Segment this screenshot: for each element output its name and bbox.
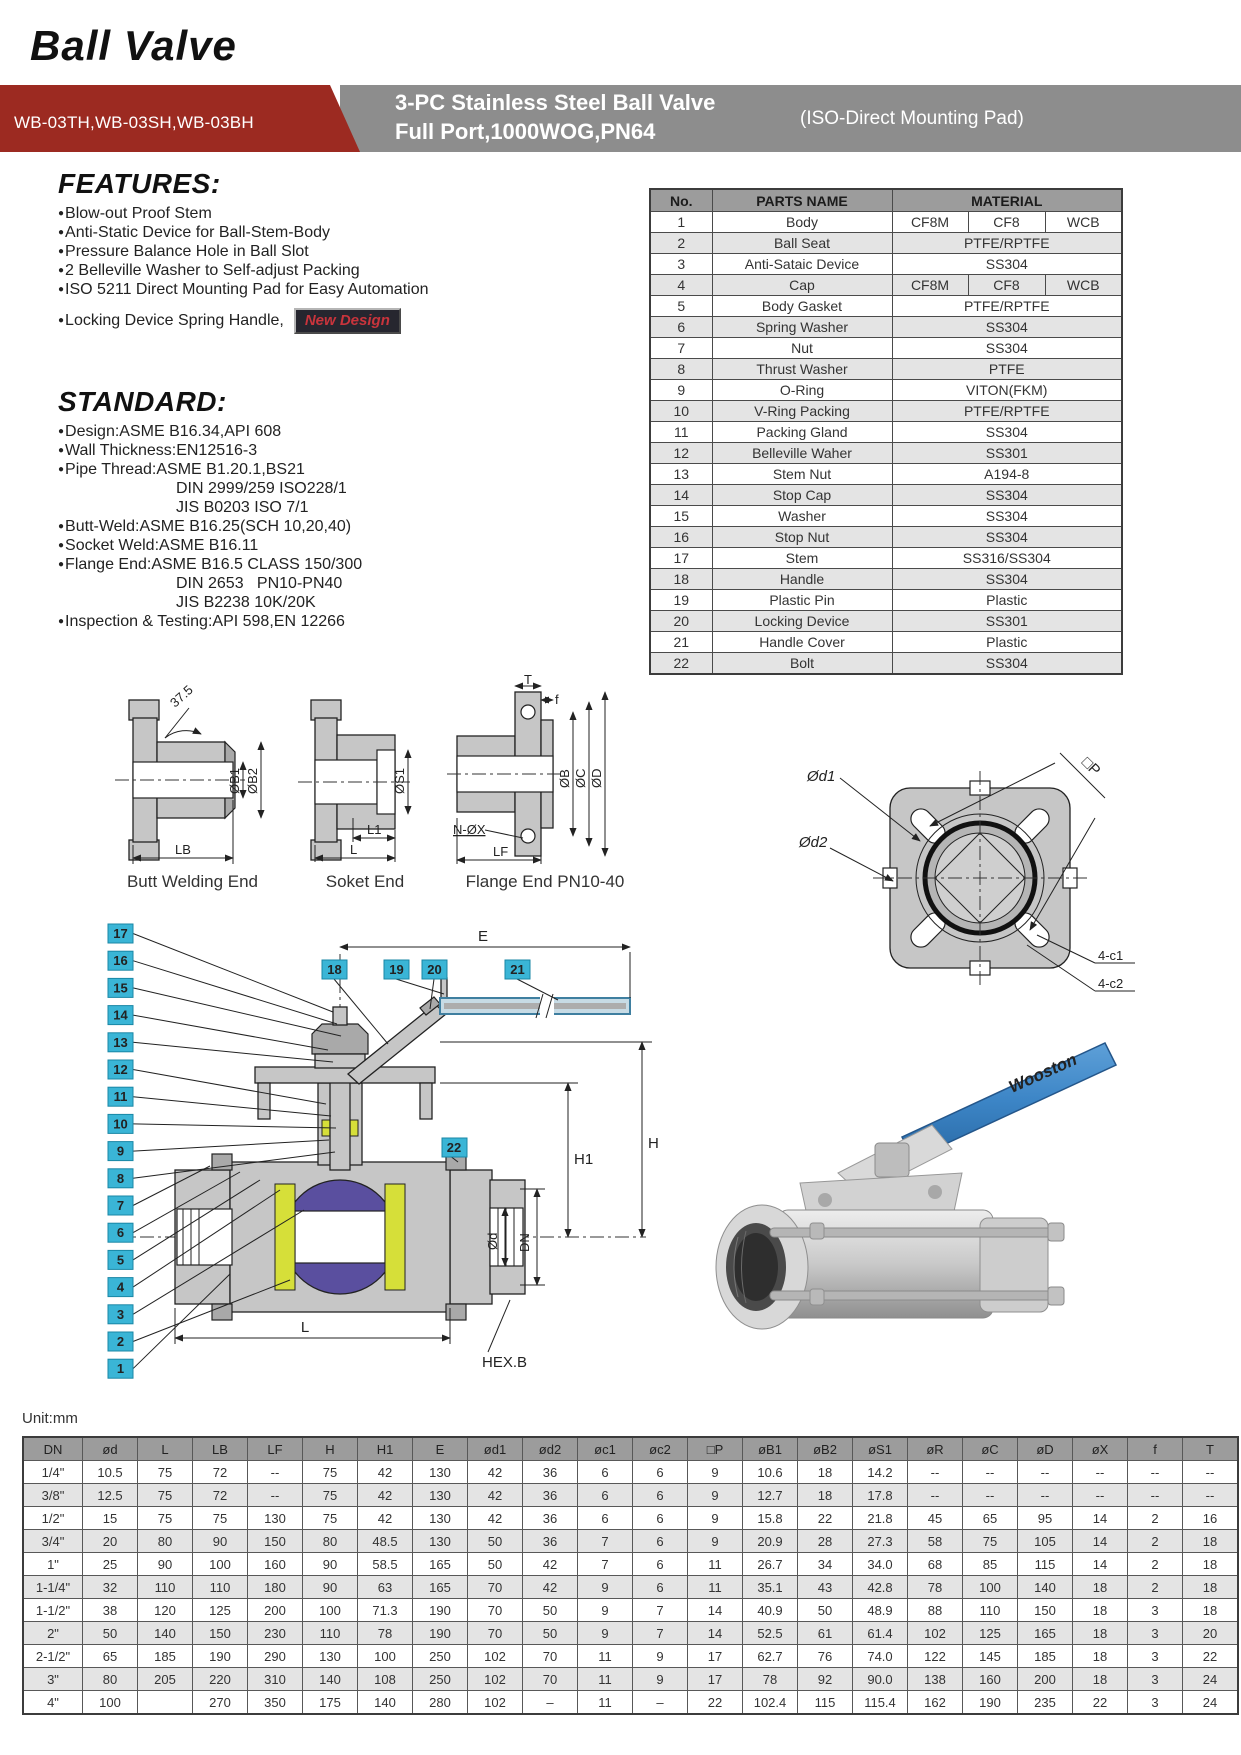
features-section: [58, 168, 478, 334]
standard-line: ●Flange End:ASME B16.5 CLASS 150/300: [58, 556, 363, 573]
dim-table-row: 1-1/4" 32 110 110 180 90 63 165 70 42 9 6 11 35.1 43 42.8 78 100 140 18 2 18: [23, 1576, 1238, 1599]
flange-nx-label: N-ØX: [453, 822, 486, 837]
callout-7: 7: [116, 1198, 125, 1213]
dim-table-row: 2" 50 140 150 230 110 78 190 70 50 9 7 14 52.5 61 61.4 102 125 165 18 3 20: [23, 1622, 1238, 1645]
parts-table-row: 1 Body CF8M CF8 WCB: [650, 212, 1122, 233]
callout-19: 19: [389, 962, 404, 977]
standard-line: ●Design:ASME B16.34,API 608: [58, 423, 282, 440]
callout-12: 12: [113, 1062, 128, 1077]
dim-col-header: øS1: [853, 1437, 908, 1461]
callout-3: 3: [116, 1306, 125, 1322]
parts-table-row: 15 Washer SS304: [650, 506, 1122, 527]
parts-table-header: [650, 189, 1122, 212]
dim-dn-label: DN: [517, 1233, 532, 1252]
standard-list: [58, 422, 488, 631]
callout-5: 5: [116, 1252, 125, 1268]
dim-col-header: E: [413, 1437, 468, 1461]
dim-table-row: 3" 80 205 220 310 140 108 250 102 70 11 9 17 78 92 90.0 138 160 200 18 3 24: [23, 1668, 1238, 1691]
dimension-table-header: [23, 1437, 1238, 1461]
callout-8: 8: [116, 1170, 125, 1186]
dim-table-row: 1" 25 90 100 160 90 58.5 165 50 42 7 6 11 26.7 34 34.0 68 85 115 14 2 18: [23, 1553, 1238, 1576]
feature-item-handle: ●Locking Device Spring Handle, New Design: [58, 308, 478, 334]
col-parts-name: PARTS NAME: [712, 189, 892, 212]
feature-item: ●2 Belleville Washer to Self-adjust Packing: [58, 262, 360, 279]
parts-table-row: 14 Stop Cap SS304: [650, 485, 1122, 506]
pad-d1-label: Ød1: [807, 768, 836, 785]
standard-line: ●Pipe Thread:ASME B1.20.1,BS21: [58, 461, 305, 478]
standard-line: JIS B0203 ISO 7/1: [176, 499, 309, 516]
dim-table-row: 2-1/2" 65 185 190 290 130 100 250 102 70 11 9 17 62.7 76 74.0 122 145 185 18 3 22: [23, 1645, 1238, 1668]
standard-line: ●Butt-Weld:ASME B16.25(SCH 10,20,40): [58, 518, 352, 535]
new-design-badge: New Design: [294, 308, 401, 334]
dim-h-label: H: [648, 1135, 659, 1152]
dim-col-header: ød2: [523, 1437, 578, 1461]
feature-item: ●Pressure Balance Hole in Ball Slot: [58, 243, 309, 260]
dim-d-label: Ød: [485, 1232, 500, 1250]
callout-14: 14: [113, 1007, 128, 1023]
dim-col-header: øB2: [798, 1437, 853, 1461]
parts-table-row: 12 Belleville Waher SS301: [650, 443, 1122, 464]
dim-col-header: øc2: [633, 1437, 688, 1461]
butt-d2-label: ØB2: [245, 767, 260, 794]
dim-col-header: f: [1128, 1437, 1183, 1461]
pad-c2-label: 4-c2: [1098, 976, 1124, 991]
callout-17: 17: [113, 926, 128, 941]
cross-section-diagram: [90, 912, 675, 1382]
flange-end-drawing: [445, 672, 640, 868]
col-material: MATERIAL: [892, 189, 1122, 212]
banner-title-line2: Full Port,1000WOG,PN64: [395, 119, 656, 144]
bullet-icon: ●: [58, 315, 65, 326]
parts-table-row: 13 Stem Nut A194-8: [650, 464, 1122, 485]
dim-col-header: LF: [248, 1437, 303, 1461]
parts-table-row: 8 Thrust Washer PTFE: [650, 359, 1122, 380]
dim-col-header: øX: [1073, 1437, 1128, 1461]
feature-item: ●Blow-out Proof Stem: [58, 205, 212, 222]
parts-table-row: 21 Handle Cover Plastic: [650, 632, 1122, 653]
dim-col-header: □P: [688, 1437, 743, 1461]
callout-10: 10: [113, 1116, 128, 1132]
dim-col-header: LB: [193, 1437, 248, 1461]
butt-welding-end-drawing: [105, 682, 280, 865]
pad-c1-label: 4-c1: [1098, 948, 1124, 963]
callout-16: 16: [113, 953, 128, 969]
standard-line: ●Wall Thickness:EN12516-3: [58, 442, 258, 459]
standard-line: ●Inspection & Testing:API 598,EN 12266: [58, 613, 345, 630]
dim-col-header: H: [303, 1437, 358, 1461]
dimension-table: [22, 1436, 1239, 1715]
pad-d2-label: Ød2: [799, 834, 828, 851]
parts-table-row: 2 Ball Seat PTFE/RPTFE: [650, 233, 1122, 254]
parts-table-row: 17 Stem SS316/SS304: [650, 548, 1122, 569]
dim-col-header: H1: [358, 1437, 413, 1461]
callout-11: 11: [113, 1089, 128, 1105]
callout-21: 21: [510, 962, 525, 977]
dim-table-row: 1-1/2" 38 120 125 200 100 71.3 190 70 50 9 7 14 40.9 50 48.9 88 110 150 18 3 18: [23, 1599, 1238, 1622]
parts-table-row: 22 Bolt SS304: [650, 653, 1122, 675]
dim-h1-label: H1: [574, 1151, 594, 1168]
socket-end-drawing: [290, 690, 440, 865]
callout-9: 9: [116, 1143, 125, 1159]
flange-dd-label: ØD: [589, 768, 604, 788]
page-title: Ball Valve: [30, 22, 237, 69]
parts-table-row: 7 Nut SS304: [650, 338, 1122, 359]
butt-length-label: LB: [175, 842, 191, 857]
dim-col-header: øB1: [743, 1437, 798, 1461]
dim-l-label: L: [300, 1319, 310, 1336]
callout-2: 2: [116, 1334, 125, 1349]
parts-table-row: 10 V-Ring Packing PTFE/RPTFE: [650, 401, 1122, 422]
standard-line: JIS B2238 10K/20K: [176, 594, 316, 611]
col-no: No.: [650, 189, 712, 212]
socket-d1-label: ØS1: [392, 767, 407, 794]
parts-table: [649, 188, 1123, 675]
dim-col-header: L: [138, 1437, 193, 1461]
socket-l1-label: L1: [367, 822, 382, 837]
parts-table-row: 20 Locking Device SS301: [650, 611, 1122, 632]
callout-4: 4: [116, 1279, 125, 1295]
callout-1: 1: [116, 1361, 125, 1377]
dim-col-header: øR: [908, 1437, 963, 1461]
dim-col-header: ød1: [468, 1437, 523, 1461]
dim-col-header: øC: [963, 1437, 1018, 1461]
dim-table-row: 3/8" 12.5 75 72 -- 75 42 130 42 36 6 6 9 12.7 18 17.8 -- -- -- -- -- --: [23, 1484, 1238, 1507]
pad-p-label: □P: [1078, 753, 1104, 780]
dim-table-row: 1/4" 10.5 75 72 -- 75 42 130 42 36 6 6 9 10.6 18 14.2 -- -- -- -- -- --: [23, 1461, 1238, 1484]
parts-table-row: 5 Body Gasket PTFE/RPTFE: [650, 296, 1122, 317]
product-photo: [650, 985, 1130, 1335]
feature-item: ●Anti-Static Device for Ball-Stem-Body: [58, 224, 331, 241]
parts-table-row: 16 Stop Nut SS304: [650, 527, 1122, 548]
handle-brand-text: Wooston: [1005, 1049, 1080, 1097]
parts-table-row: 4 Cap CF8M CF8 WCB: [650, 275, 1122, 296]
mounting-pad-drawing: [765, 723, 1190, 1013]
dim-col-header: øD: [1018, 1437, 1073, 1461]
standard-heading: STANDARD:: [58, 386, 227, 417]
callout-6: 6: [116, 1225, 125, 1241]
dim-table-row: 4" 100 270 350 175 140 280 102 – 11 – 22 102.4 115 115.4 162 190 235 22 3 24: [23, 1691, 1238, 1715]
socket-length-label: L: [350, 842, 358, 857]
flange-dc-label: ØC: [573, 768, 588, 788]
features-heading: FEATURES:: [58, 168, 221, 199]
callout-20: 20: [427, 962, 442, 977]
flange-f-label: f: [555, 692, 559, 707]
dim-table-row: 1/2" 15 75 75 130 75 42 130 42 36 6 6 9 15.8 22 21.8 45 65 95 14 2 16: [23, 1507, 1238, 1530]
banner-note: (ISO-Direct Mounting Pad): [800, 108, 1024, 129]
features-list: [58, 204, 478, 299]
dim-col-header: øc1: [578, 1437, 633, 1461]
parts-table-row: 9 O-Ring VITON(FKM): [650, 380, 1122, 401]
parts-table-row: 6 Spring Washer SS304: [650, 317, 1122, 338]
parts-table-row: 3 Anti-Sataic Device SS304: [650, 254, 1122, 275]
butt-d1-label: ØB1: [227, 767, 242, 794]
dim-col-header: DN: [23, 1437, 83, 1461]
butt-end-caption: Butt Welding End: [126, 872, 259, 891]
standard-line: ●Socket Weld:ASME B16.11: [58, 537, 259, 554]
socket-end-caption: Soket End: [325, 872, 405, 891]
dim-table-row: 3/4" 20 80 90 150 80 48.5 130 50 36 7 6 9 20.9 28 27.3 58 75 105 14 2 18: [23, 1530, 1238, 1553]
parts-table-row: 19 Plastic Pin Plastic: [650, 590, 1122, 611]
flange-t-label: T: [524, 672, 532, 687]
flange-end-caption: Flange End PN10-40: [465, 872, 625, 891]
banner-title-line1: 3-PC Stainless Steel Ball Valve: [395, 90, 716, 115]
banner-models: WB-03TH,WB-03SH,WB-03BH: [14, 113, 254, 132]
callout-15: 15: [113, 980, 128, 996]
parts-table-row: 18 Handle SS304: [650, 569, 1122, 590]
butt-angle-label: 37.5: [166, 682, 196, 711]
flange-db-label: ØB: [557, 769, 572, 788]
standard-line: DIN 2653 PN10-PN40: [176, 575, 343, 592]
callout-18: 18: [327, 962, 342, 977]
callout-13: 13: [113, 1034, 128, 1050]
parts-table-row: 11 Packing Gland SS304: [650, 422, 1122, 443]
dim-hexb-label: HEX.B: [482, 1354, 528, 1371]
dim-col-header: T: [1183, 1437, 1239, 1461]
standard-line: DIN 2999/259 ISO228/1: [176, 480, 347, 497]
callout-22: 22: [446, 1140, 462, 1155]
dim-e-label: E: [477, 928, 489, 945]
feature-item: ●ISO 5211 Direct Mounting Pad for Easy Automation: [58, 281, 429, 298]
flange-length-label: LF: [493, 844, 509, 859]
standard-section: [58, 386, 488, 631]
dim-col-header: ød: [83, 1437, 138, 1461]
unit-label: Unit:mm: [22, 1410, 78, 1427]
